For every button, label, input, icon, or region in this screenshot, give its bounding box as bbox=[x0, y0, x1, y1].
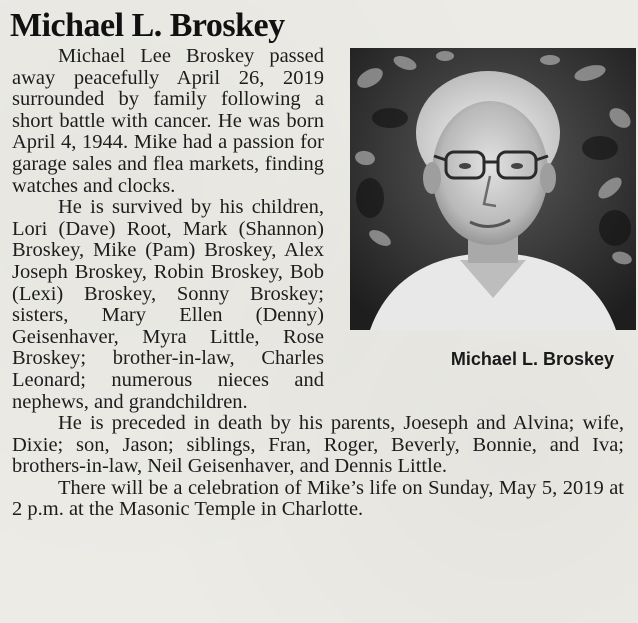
paragraph-survivors: He is survived by his children, Lori (Dave) Root, Mark (Shannon) Broskey, Mike (Pam) Broskey, Alex Joseph Broskey, Robin Broskey, Bob (Lexi) Broskey, Sonny Broskey; sisters, Mary Ellen (Denny) Geisenhaver, Myra Little, Rose Broskey; brother-in-law, Charles Leonard; numerous nieces and nephews, and grandchildren. bbox=[12, 196, 324, 413]
obituary-title: Michael L. Broskey bbox=[10, 7, 285, 44]
portrait-photo bbox=[350, 48, 636, 330]
paragraph-intro: Michael Lee Broskey passed away peacefully April 26, 2019 surrounded by family following a short battle with cancer. He was born April 4, 1944. Mike had a passion for garage sales and flea markets, finding watches and clocks. bbox=[12, 45, 324, 197]
paragraph-service: There will be a celebration of Mike’s life on Sunday, May 5, 2019 at 2 p.m. at the Masonic Temple in Charlotte. bbox=[12, 476, 624, 521]
portrait-image bbox=[350, 48, 636, 330]
photo-block bbox=[338, 48, 636, 388]
obituary-body bbox=[12, 46, 624, 521]
paragraph-preceded: He is preceded in death by his parents, Joeseph and Alvina; wife, Dixie; son, Jason; siblings, Fran, Roger, Beverly, Bonnie, and Iva; brothers-in-law, Neil Geisenhaver, and Dennis Little. bbox=[12, 412, 624, 478]
photo-caption: Michael L. Broskey bbox=[450, 349, 614, 369]
